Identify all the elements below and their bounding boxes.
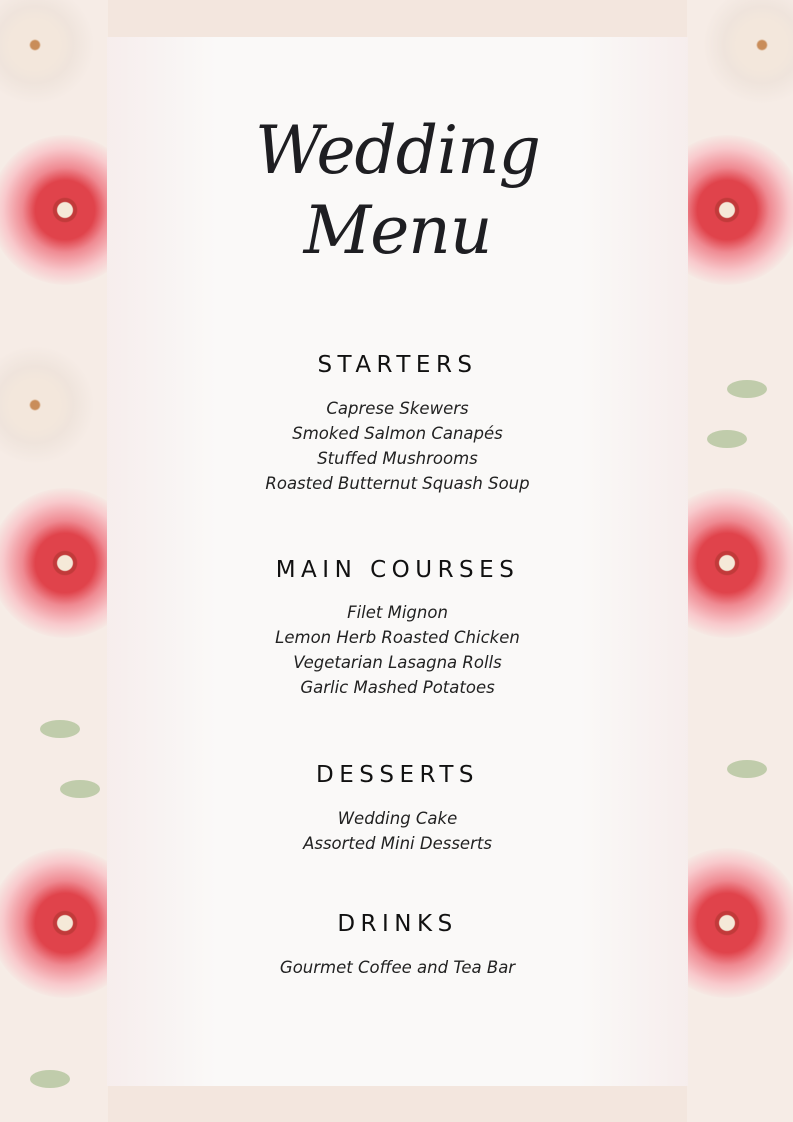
- leaf-decoration: [727, 380, 767, 398]
- section-items-desserts: [107, 806, 688, 856]
- section-items-drinks: [107, 955, 688, 980]
- leaf-decoration: [727, 760, 767, 778]
- menu-item: Smoked Salmon Canapés: [292, 424, 503, 443]
- leaf-decoration: [707, 430, 747, 448]
- menu-item: Filet Mignon: [347, 603, 448, 622]
- red-flower-decoration: [687, 135, 793, 285]
- section-heading-desserts: DESSERTS: [316, 762, 479, 788]
- red-flower-decoration: [0, 488, 108, 638]
- leaf-decoration: [30, 1070, 70, 1088]
- menu-item: Assorted Mini Desserts: [303, 834, 492, 853]
- menu-item: Caprese Skewers: [326, 399, 469, 418]
- white-flower-decoration: [0, 345, 95, 465]
- section-items-main-courses: [107, 600, 688, 700]
- menu-item: Stuffed Mushrooms: [317, 449, 478, 468]
- floral-border-right: [687, 0, 793, 1122]
- red-flower-decoration: [0, 848, 108, 998]
- section-items-starters: [107, 396, 688, 496]
- menu-item: Roasted Butternut Squash Soup: [265, 474, 530, 493]
- menu-item: Wedding Cake: [337, 809, 458, 828]
- red-flower-decoration: [0, 135, 108, 285]
- white-flower-decoration: [702, 0, 793, 105]
- leaf-decoration: [60, 780, 100, 798]
- section-heading-main-courses: MAIN COURSES: [275, 557, 520, 583]
- menu-item: Garlic Mashed Potatoes: [300, 678, 495, 697]
- menu-item: Gourmet Coffee and Tea Bar: [279, 958, 516, 977]
- section-heading-starters: STARTERS: [317, 352, 478, 378]
- leaf-decoration: [40, 720, 80, 738]
- red-flower-decoration: [687, 488, 793, 638]
- title-line-1: Wedding: [255, 112, 540, 189]
- red-flower-decoration: [687, 848, 793, 998]
- section-heading-drinks: DRINKS: [337, 911, 458, 937]
- title-line-2: Menu: [303, 192, 492, 269]
- floral-border-left: [0, 0, 108, 1122]
- menu-item: Vegetarian Lasagna Rolls: [293, 653, 502, 672]
- white-flower-decoration: [0, 0, 95, 105]
- menu-item: Lemon Herb Roasted Chicken: [275, 628, 520, 647]
